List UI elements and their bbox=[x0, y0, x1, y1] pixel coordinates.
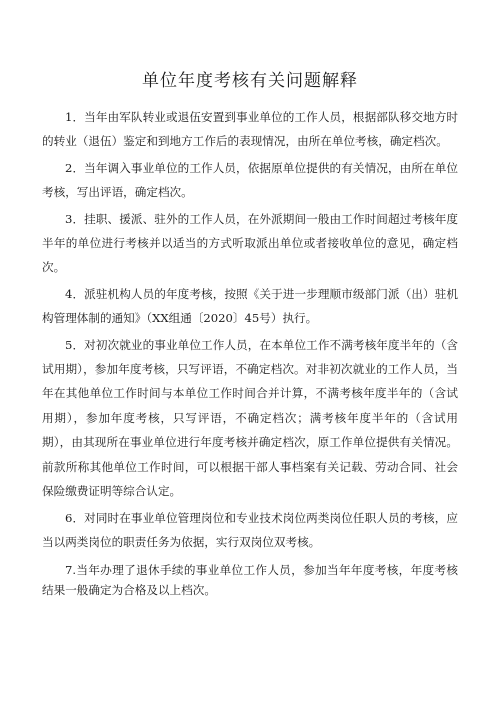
paragraph-3: 3．挂职、援派、驻外的工作人员，在外派期间一般由工作时间超过考核年度半年的单位进行考核并以适当的方式听取派出单位或者接收单位的意见，确定档次。 bbox=[42, 211, 458, 275]
document-title: 单位年度考核有关问题解释 bbox=[142, 71, 358, 91]
paragraph-1: 1．当年由军队转业或退伍安置到事业单位的工作人员，根据部队移交地方时的转业（退伍）鉴定和到地方工作后的表现情况，由所在单位考核，确定档次。 bbox=[42, 110, 458, 149]
paragraph-5: 5．对初次就业的事业单位工作人员，在本单位工作不满考核年度半年的（含试用期），参加年度考核，只写评语，不确定档次。对非初次就业的工作人员，当年在其他单位工作时间与本单位工作时间合并计算，不满考核年度半年的（含试用期），参加年度考核，只写评语，不确定档次；满考核年度半年的（含试用期），由其现所在事业单位进行年度考核并确定档次，原工作单位提供有关情况。前款所称其他单位工作时间，可以根据干部人事档案有关记载、劳动合同、社会保险缴费证明等综合认定。 bbox=[42, 337, 458, 499]
paragraph-4: 4．派驻机构人员的年度考核，按照《关于进一步理顺市级部门派（出）驻机构管理体制的通知》（XX组通〔2020〕45号）执行。 bbox=[42, 286, 458, 326]
paragraph-2: 2．当年调入事业单位的工作人员，依据原单位提供的有关情况，由所在单位考核，写出评语，确定档次。 bbox=[42, 160, 458, 200]
paragraph-6: 6．对同时在事业单位管理岗位和专业技术岗位两类岗位任职人员的考核，应当以两类岗位的职责任务为依据，实行双岗位双考核。 bbox=[42, 510, 458, 549]
paragraph-7: 7.当年办理了退休手续的事业单位工作人员，参加当年年度考核，年度考核结果一般确定为合格及以上档次。 bbox=[42, 563, 458, 598]
